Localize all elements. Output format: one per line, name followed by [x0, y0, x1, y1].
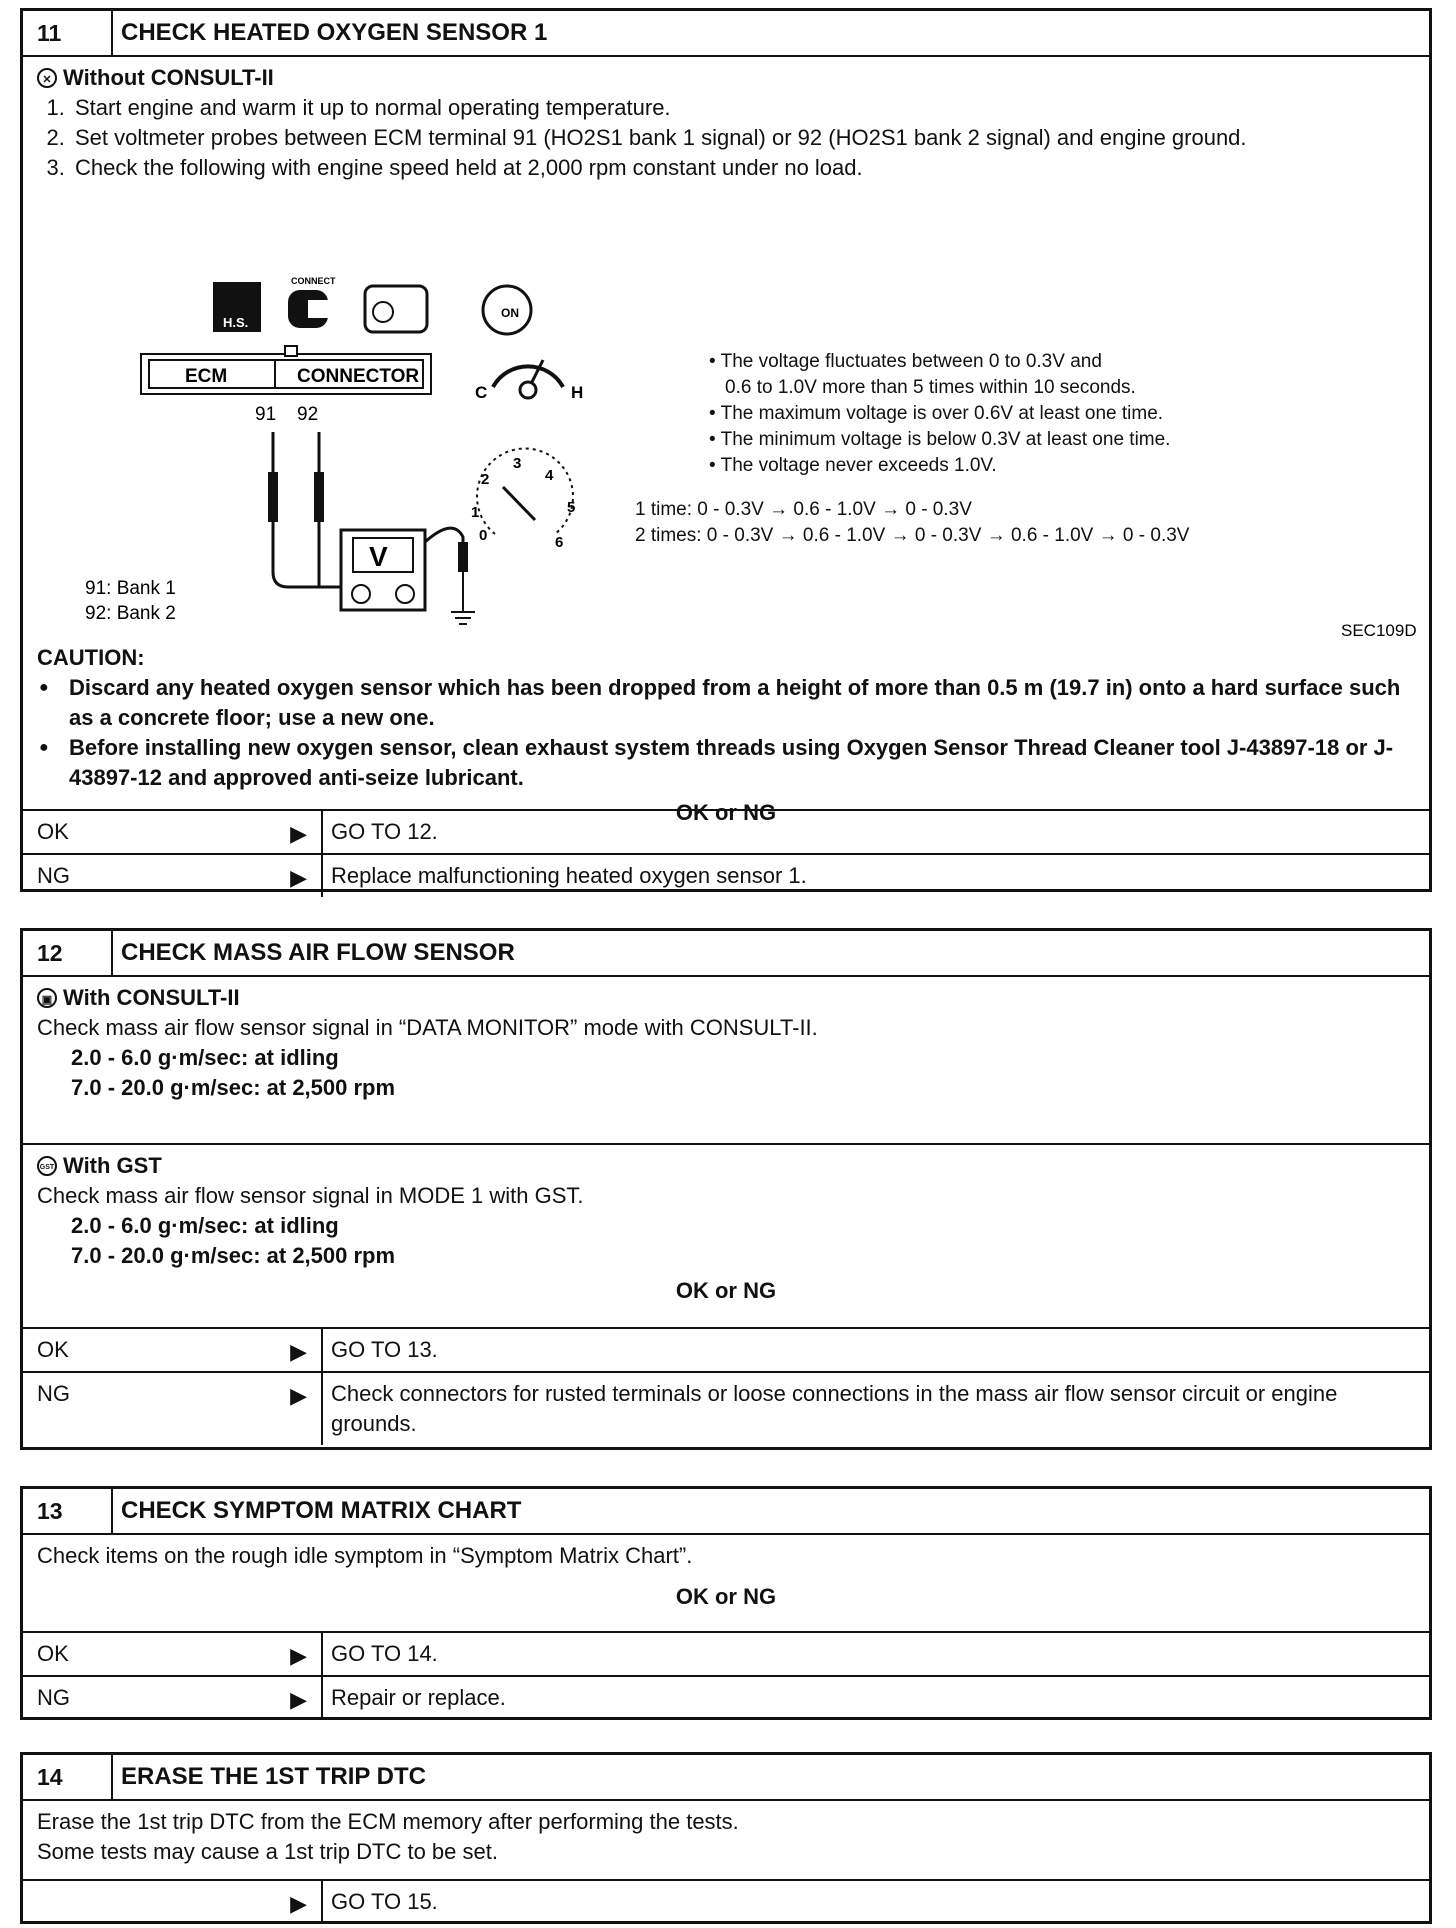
criteria-line: 0.6 to 1.0V more than 5 times within 10 seconds. — [725, 377, 1136, 398]
voltage-sequences — [635, 497, 1189, 549]
step-12-block — [20, 928, 1432, 1450]
instruction-text: Some tests may cause a 1st trip DTC to be set. — [37, 1839, 498, 1864]
ng-row — [23, 1675, 1429, 1719]
arrow-icon: ▶ — [290, 1687, 307, 1712]
ng-label: NG — [37, 1685, 70, 1710]
spec-value: 2.0 - 6.0 g·m/sec: at idling — [71, 1213, 339, 1238]
spec-value: 7.0 - 20.0 g·m/sec: at 2,500 rpm — [71, 1243, 396, 1268]
svg-text:6: 6 — [555, 534, 564, 551]
ng-label: NG — [37, 1381, 70, 1406]
ng-label: NG — [37, 863, 70, 888]
step-title: ERASE THE 1ST TRIP DTC — [121, 1763, 426, 1790]
mode-line — [37, 983, 1415, 1013]
voltage-criteria — [709, 349, 1170, 479]
step-13-header — [23, 1489, 1429, 1535]
procedure-steps — [37, 93, 1415, 183]
ok-row — [23, 1631, 1429, 1675]
ok-or-ng-label: OK or NG — [675, 1584, 777, 1609]
step-number: 11 — [23, 11, 113, 55]
ng-action: Replace malfunctioning heated oxygen sensor 1. — [321, 855, 1429, 897]
criteria-line: • The voltage fluctuates between 0 to 0.3V and — [709, 351, 1102, 372]
ng-row — [23, 1371, 1429, 1445]
step-11-block — [20, 8, 1432, 892]
pin-92: 92 — [297, 404, 319, 425]
ok-action: GO TO 12. — [321, 811, 1429, 853]
ok-label: OK — [37, 819, 69, 844]
svg-text:0: 0 — [479, 527, 488, 544]
tachometer — [471, 449, 575, 551]
ok-label: OK — [37, 1641, 69, 1666]
procedure-step: 1. Start engine and warm it up to normal operating temperature. — [71, 93, 1415, 123]
ignition-on-icon — [483, 286, 531, 334]
instruction-text: Check mass air flow sensor signal in “DATA MONITOR” mode with CONSULT-II. — [37, 1015, 818, 1040]
connect-label: CONNECT — [291, 276, 336, 286]
step-13-block — [20, 1486, 1432, 1720]
ok-or-ng-label: OK or NG — [675, 800, 777, 825]
criteria-line: • The voltage never exceeds 1.0V. — [709, 455, 997, 476]
instruction-text: Check mass air flow sensor signal in MODE 1 with GST. — [37, 1183, 584, 1208]
svg-text:H: H — [571, 383, 584, 402]
ok-label: OK — [37, 1337, 69, 1362]
arrow-icon: ▶ — [290, 821, 307, 846]
caution-title: CAUTION: — [37, 645, 145, 670]
step-title: CHECK SYMPTOM MATRIX CHART — [121, 1497, 522, 1524]
connector-label: CONNECTOR — [297, 366, 420, 387]
hs-label: H.S. — [223, 315, 249, 330]
step-number: 12 — [23, 931, 113, 975]
mode-label: With GST — [63, 1153, 162, 1178]
figure-id: SEC109D — [1341, 621, 1417, 640]
svg-text:V: V — [369, 541, 388, 572]
bank-1-label: 91: Bank 1 — [85, 578, 176, 599]
consult-icon: ▣ — [37, 988, 57, 1008]
bank-2-label: 92: Bank 2 — [85, 603, 176, 624]
step-12-header — [23, 931, 1429, 977]
instruction-text: Erase the 1st trip DTC from the ECM memory after performing the tests. — [37, 1809, 739, 1834]
ng-action: Check connectors for rusted terminals or loose connections in the mass air flow sensor circuit or engine grounds. — [321, 1373, 1429, 1445]
ng-action: Repair or replace. — [321, 1677, 1429, 1719]
arrow-icon: ▶ — [290, 1339, 307, 1364]
procedure-step: 3. Check the following with engine speed held at 2,000 rpm constant under no load. — [71, 153, 1415, 183]
svg-text:C: C — [475, 383, 488, 402]
ok-row — [23, 1327, 1429, 1371]
ok-or-ng-label: OK or NG — [675, 1278, 777, 1303]
step-title: CHECK HEATED OXYGEN SENSOR 1 — [121, 19, 548, 46]
criteria-line: • The minimum voltage is below 0.3V at least one time. — [709, 429, 1171, 450]
sequence-one: 1 time: 0 - 0.3V → 0.6 - 1.0V → 0 - 0.3V — [635, 499, 972, 520]
caution-item: ● Before installing new oxygen sensor, clean exhaust system threads using Oxygen Sensor Thread Cleaner tool J-43897-18 or J-43897-12 and approved anti-seize lubricant. — [69, 733, 1415, 793]
mode-line — [37, 63, 1415, 93]
gst-icon: GST — [37, 1156, 57, 1176]
step-title: CHECK MASS AIR FLOW SENSOR — [121, 939, 515, 966]
no-consult-icon: ✕ — [37, 68, 57, 88]
svg-text:ON: ON — [501, 306, 519, 320]
arrow-icon: ▶ — [290, 1891, 307, 1916]
pin-91: 91 — [255, 404, 277, 425]
step-number: 14 — [23, 1755, 113, 1799]
arrow-icon: ▶ — [290, 865, 307, 890]
next-action: GO TO 15. — [321, 1881, 1429, 1923]
step-14-header — [23, 1755, 1429, 1801]
procedure-step: 2. Set voltmeter probes between ECM terminal 91 (HO2S1 bank 1 signal) or 92 (HO2S1 bank 2 signal) and engine ground. — [71, 123, 1415, 153]
ecm-label: ECM — [185, 366, 228, 387]
arrow-icon: ▶ — [290, 1383, 307, 1408]
step-14-block — [20, 1752, 1432, 1924]
svg-text:3: 3 — [513, 455, 522, 472]
mode-label: With CONSULT-II — [63, 985, 240, 1010]
spec-value: 2.0 - 6.0 g·m/sec: at idling — [71, 1045, 339, 1070]
svg-text:1: 1 — [471, 504, 480, 521]
instruction-text: Check items on the rough idle symptom in “Symptom Matrix Chart”. — [37, 1543, 693, 1568]
spec-value: 7.0 - 20.0 g·m/sec: at 2,500 rpm — [71, 1075, 396, 1100]
mode-label: Without CONSULT-II — [63, 65, 274, 90]
next-row — [23, 1879, 1429, 1923]
ok-action: GO TO 13. — [321, 1329, 1429, 1371]
criteria-line: • The maximum voltage is over 0.6V at least one time. — [709, 403, 1164, 424]
svg-text:5: 5 — [567, 499, 576, 516]
step-11-header — [23, 11, 1429, 57]
sequence-two: 2 times: 0 - 0.3V → 0.6 - 1.0V → 0 - 0.3V → 0.6 - 1.0V → 0 - 0.3V — [635, 525, 1190, 546]
svg-text:2: 2 — [481, 471, 490, 488]
temperature-gauge — [475, 360, 583, 402]
arrow-icon: ▶ — [290, 1643, 307, 1668]
ok-action: GO TO 14. — [321, 1633, 1429, 1675]
svg-text:4: 4 — [545, 467, 554, 484]
caution-item: ● Discard any heated oxygen sensor which has been dropped from a height of more than 0.5 m (19.7 in) onto a hard surface such as a concrete floor; use a new one. — [69, 673, 1415, 733]
step-number: 13 — [23, 1489, 113, 1533]
caution-list — [37, 673, 1415, 793]
ng-row — [23, 853, 1429, 897]
mode-line — [37, 1151, 1415, 1181]
